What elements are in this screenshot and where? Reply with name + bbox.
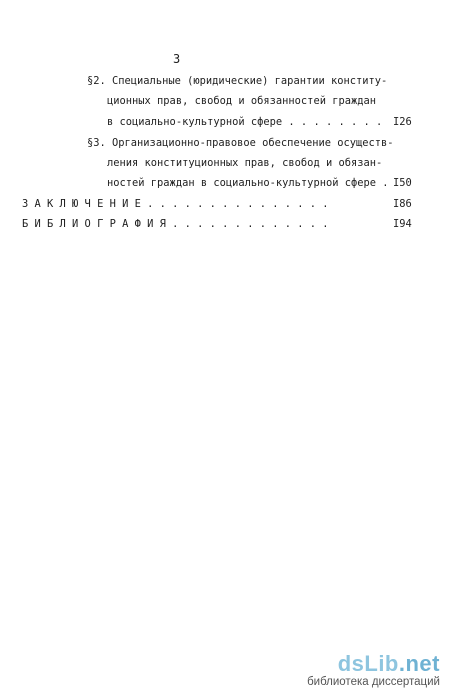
page-number: 3 <box>173 52 181 66</box>
dslib-watermark <box>290 652 440 692</box>
toc-section-2-line-3: в социально-культурной сфере . . . . . . . . <box>107 116 383 128</box>
logo-suffix-text: .net <box>398 651 440 676</box>
logo-main-text: dsLib <box>337 651 399 676</box>
toc-section-3-line-1: §3. Организационно-правовое обеспечение осуществ- <box>87 137 394 149</box>
toc-section-3-line-3: ностей граждан в социально-культурной сфере . <box>107 177 389 189</box>
toc-section-2-page: I26 <box>393 116 412 128</box>
toc-section-2-line-1: §2. Специальные (юридические) гарантии конститу- <box>87 75 388 87</box>
toc-section-3-line-2: ления конституционных прав, свобод и обязан- <box>107 157 383 169</box>
toc-section-3-page: I50 <box>393 177 412 189</box>
toc-section-2-line-2: ционных прав, свобод и обязанностей граждан <box>107 95 376 107</box>
toc-conclusion-page: I86 <box>393 198 412 210</box>
watermark-tagline: библиотека диссертаций <box>307 676 440 688</box>
toc-bibliography: Б И Б Л И О Г Р А Ф И Я . . . . . . . . . . . . . <box>22 218 329 230</box>
dslib-logo <box>290 652 440 676</box>
toc-conclusion: З А К Л Ю Ч Е Н И Е . . . . . . . . . . . . . . . <box>22 198 329 210</box>
toc-bibliography-page: I94 <box>393 218 412 230</box>
